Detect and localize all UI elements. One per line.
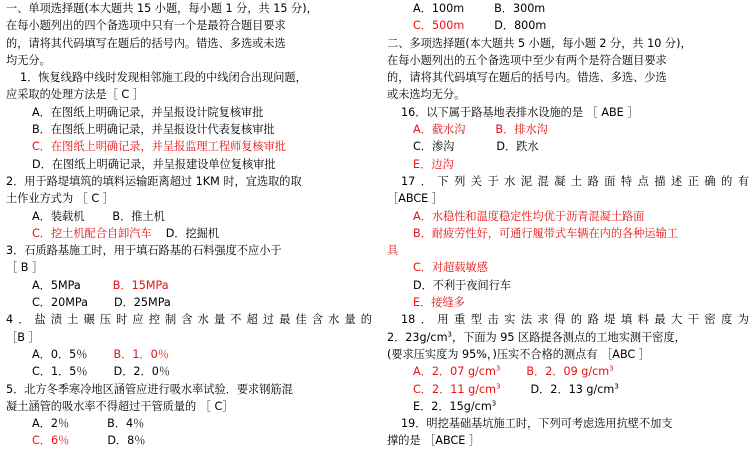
question-16-option-c: C．渗沟 <box>413 140 455 154</box>
question-4-options-row-2 <box>6 363 372 380</box>
question-4-option-c: C．1．5％ <box>32 365 88 379</box>
question-4-option-b-answer: B．1．0％ <box>113 347 169 361</box>
question-18-option-b-answer: B．2．09 $g/cm^3$ <box>526 364 614 379</box>
question-2-option-d: D．挖掘机 <box>165 226 220 240</box>
question-2-option-c-answer: C．挖土机配合自卸汽车 <box>32 226 152 240</box>
question-5-option-d: D．8％ <box>107 434 146 448</box>
question-18-option-c-answer: C．2．11 $g/cm^3$ <box>413 381 501 396</box>
question-1-option-d: D．在图纸上明确记录，并呈报建设单位复核审批 <box>32 157 276 171</box>
question-16-option-d: D．跌水 <box>496 140 539 154</box>
question-18-stem: 18．用重型击实法求得的路堤填料最大干密度为 <box>401 313 749 327</box>
question-19-stem: 撑的是 ［ABCE ］ <box>387 434 481 448</box>
question-5-stem: 5．北方冬季寒冷地区涵管应进行吸水率试验．要求钢筋混 <box>6 382 293 396</box>
question-1-stem: 1．恢复线路中线时发现相邻施工段的中线闭合出现问题， <box>20 71 307 85</box>
question-17-option-b-answer: B．耐疲劳性好，可通行履带式车辆在内的各种运输工 <box>413 226 678 240</box>
superscript-3: 3 <box>447 329 452 338</box>
previous-question-options-row-2 <box>387 17 749 34</box>
question-3-option-d: D．25MPa <box>114 296 171 310</box>
question-18-option-d: D．2．13 $g/cm^3$ <box>530 381 619 396</box>
question-4-option-d: D．2．0％ <box>113 365 171 379</box>
question-18-option-a-answer: A．2．07 $g/cm^3$ <box>413 364 501 379</box>
question-4-stem: 4．盐渍土碾压时应控制含水量不超过最佳含水量的 <box>6 313 372 327</box>
question-19-stem: 19．明挖基础基坑施工时，下列可考虑选用抗壁不加支 <box>401 417 673 431</box>
section-one-instructions: 均无分。 <box>6 53 51 67</box>
question-3-options-row-1 <box>6 277 372 294</box>
question-2-options-row-1 <box>6 208 372 225</box>
previous-question-option-d: D．800m <box>494 19 547 33</box>
question-17-option-d: D．不利于夜间行车 <box>413 278 512 292</box>
question-16-options-row-1 <box>387 121 749 138</box>
question-17-stem: 17．下列关于水泥混凝土路面特点描述正确的有 <box>401 174 749 188</box>
question-1-option-b: B．在图纸上明确记录，并呈报设计代表复核审批 <box>32 123 275 137</box>
question-3-option-b-answer: B．15MPa <box>112 278 169 292</box>
question-17-stem: ［ABCE ］ <box>387 192 443 206</box>
question-5-options-row-2 <box>6 432 372 449</box>
question-16-stem: 16．以下属于路基地表排水设施的是 ［ ABE ］ <box>401 105 639 119</box>
question-18-max-density: 2．23g/cm <box>387 330 448 344</box>
question-2-option-a: A．装载机 <box>32 209 85 223</box>
question-1-option-c-answer: C．在图纸上明确记录，并呈报监理工程师复核审批 <box>32 140 286 154</box>
question-2-option-b: B．推土机 <box>112 209 165 223</box>
question-16-options-row-2 <box>387 138 749 155</box>
previous-question-options-row-1 <box>387 0 749 17</box>
question-18-options-row-1 <box>387 363 749 380</box>
question-17-option-a-answer: A．水稳性和温度稳定性均优于沥青混凝土路面 <box>413 209 645 223</box>
section-one-heading: 一、单项选择题(本大题共 15 小题，每小题 1 分，共 15 分)， <box>6 2 318 15</box>
question-3-options-row-2 <box>6 294 372 311</box>
question-3-option-a: A．5MPa <box>32 278 81 292</box>
question-18-stem: (要求压实度为 95%，)压实不合格的测点有 ［ABC ］ <box>387 347 650 361</box>
question-2-stem: 土作业方式为 ［ C ］ <box>6 192 114 206</box>
question-1-option-a: A．在图纸上明确记录，并呈报设计院复核审批 <box>32 105 264 119</box>
question-4-option-a: A．0．5％ <box>32 347 88 361</box>
section-one-instructions: 在每小题列出的四个备选项中只有一个是最符合题目要求 <box>6 19 286 33</box>
question-18-stem-text: ，下面为 95 区路提各测点的工地实测干密度， <box>451 330 686 344</box>
question-3-stem: ［ B ］ <box>6 261 44 275</box>
question-16-option-a-answer: A．截水沟 <box>413 123 466 137</box>
question-2-options-row-2 <box>6 225 372 242</box>
question-3-option-c: C．20MPa <box>32 296 88 310</box>
question-17-option-c-answer: C．对超载敏感 <box>413 261 488 275</box>
question-2-stem: 2．用于路堤填筑的填料运输距离超过 1KM 时，宜选取的取 <box>6 174 302 188</box>
section-two-heading: 二、多项选择题(本大题共 5 小题，每小题 2 分，共 10 分)， <box>387 36 692 50</box>
section-two-instructions: 在每小题列出的五个备选项中至少有两个是符合题目要求 <box>387 53 667 67</box>
right-column <box>387 0 749 450</box>
question-4-stem: ［B ］ <box>6 330 40 344</box>
question-4-options-row-1 <box>6 346 372 363</box>
section-two-instructions: 的，请将其代码填写在题后的括号内。错选、多选、少选 <box>387 71 667 85</box>
question-5-stem: 凝土涵管的吸水率不得超过干管质量的 ［ C］ <box>6 399 234 413</box>
question-5-option-a: A．2％ <box>32 417 70 431</box>
question-3-stem: 3．石质路基施工时，用于填石路基的石料强度不应小于 <box>6 244 282 258</box>
question-17-option-b-answer-continued: 具 <box>387 244 399 258</box>
question-18-option-e: E．2．$15g/cm^3$ <box>413 399 497 413</box>
question-5-options-row-1 <box>6 415 372 432</box>
left-column <box>6 0 372 450</box>
section-two-instructions: 或未选均无分。 <box>387 88 466 102</box>
question-5-option-b: B．4％ <box>107 417 145 431</box>
previous-question-option-b: B．300m <box>494 2 546 15</box>
section-one-instructions: 的，请将其代码填写在题后的括号内。错选、多选或未选 <box>6 36 286 50</box>
question-1-stem: 应采取的处理方法是［ C ］ <box>6 88 144 102</box>
question-16-option-e-answer: E．边沟 <box>413 157 454 171</box>
question-5-option-c-answer: C．6％ <box>32 434 70 448</box>
question-18-options-row-2 <box>387 381 749 398</box>
previous-question-option-a: A．100m <box>413 2 465 15</box>
question-16-option-b-answer: B．排水沟 <box>495 123 548 137</box>
previous-question-option-c-answer: C．500m <box>413 19 465 33</box>
question-18-stem <box>387 329 749 346</box>
question-17-option-e-answer: E．接缝多 <box>413 296 465 310</box>
